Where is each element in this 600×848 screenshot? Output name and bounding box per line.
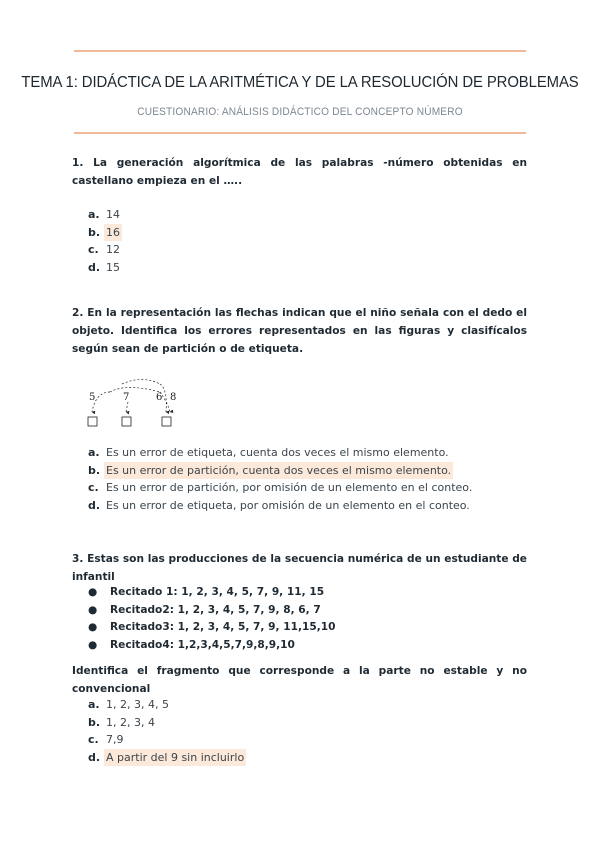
question-3-text: 3. Estas son las producciones de la secuencia numérica de un estudiante de infantil [72, 553, 527, 583]
option-c[interactable]: c. 12 [88, 243, 120, 256]
option-a[interactable]: a. 14 [88, 208, 120, 221]
question-2-options [88, 444, 472, 514]
figure-label-6: 6 [156, 392, 163, 403]
arrow-7 [122, 380, 160, 385]
list-item: ● Recitado3: 1, 2, 3, 4, 5, 7, 9, 11,15,10 [88, 621, 336, 633]
figure-box-1 [88, 417, 97, 426]
question-3-options [88, 696, 246, 766]
recitado-list [88, 584, 336, 654]
question-2-text: 2. En la representación las flechas indican que el niño señala con el dedo el objeto. Identifica los errores representados en las figuras y clasifícalos según sean de partición o de etiqueta. [72, 307, 527, 355]
page-title: TEMA 1: DIDÁCTICA DE LA ARITMÉTICA Y DE LA RESOLUCIÓN DE PROBLEMAS [21, 74, 579, 91]
question-3-prompt: Identifica el fragmento que corresponde a la parte no estable y no convencional [72, 665, 527, 695]
arrow-6 [110, 388, 160, 393]
option-a[interactable]: a. Es un error de etiqueta, cuenta dos veces el mismo elemento. [88, 446, 449, 459]
option-d[interactable]: d. 15 [88, 260, 120, 274]
option-a[interactable]: a. 1, 2, 3, 4, 5 [88, 698, 169, 711]
counting-figure [80, 372, 190, 432]
top-rule [74, 50, 526, 52]
question-1-options [88, 206, 122, 276]
option-b[interactable]: b. 1, 2, 3, 4 [88, 715, 155, 729]
page-subtitle: CUESTIONARIO: ANÁLISIS DIDÁCTICO DEL CONCEPTO NÚMERO [137, 106, 463, 118]
figure-label-8: 8 [170, 392, 177, 403]
option-c[interactable]: c. Es un error de partición, por omisión de un elemento en el conteo. [88, 481, 473, 494]
option-c[interactable]: c. 7,9 [88, 733, 124, 746]
option-b-selected[interactable]: b. Es un error de partición, cuenta dos veces el mismo elemento. [88, 462, 472, 480]
figure-box-2 [122, 417, 131, 426]
question-1-text: 1. La generación algorítmica de las palabras -número obtenidas en castellano empieza en el ….. [72, 157, 527, 187]
header-rule [74, 132, 526, 134]
figure-label-7: 7 [123, 392, 130, 403]
list-item: ● Recitado4: 1,2,3,4,5,7,9,8,9,10 [88, 638, 295, 651]
figure-box-3 [162, 417, 171, 426]
figure-label-5: 5 [89, 392, 96, 403]
list-item: ● Recitado 1: 1, 2, 3, 4, 5, 7, 9, 11, 15 [88, 586, 325, 598]
list-item: ● Recitado2: 1, 2, 3, 4, 5, 7, 9, 8, 6, 7 [88, 603, 321, 616]
arrow-8 [126, 402, 128, 412]
option-d[interactable]: d. Es un error de etiqueta, por omisión de un elemento en el conteo. [88, 498, 470, 512]
option-b-selected[interactable]: b. 16 [88, 224, 122, 242]
option-d-selected[interactable]: d. A partir del 9 sin incluirlo [88, 749, 246, 767]
